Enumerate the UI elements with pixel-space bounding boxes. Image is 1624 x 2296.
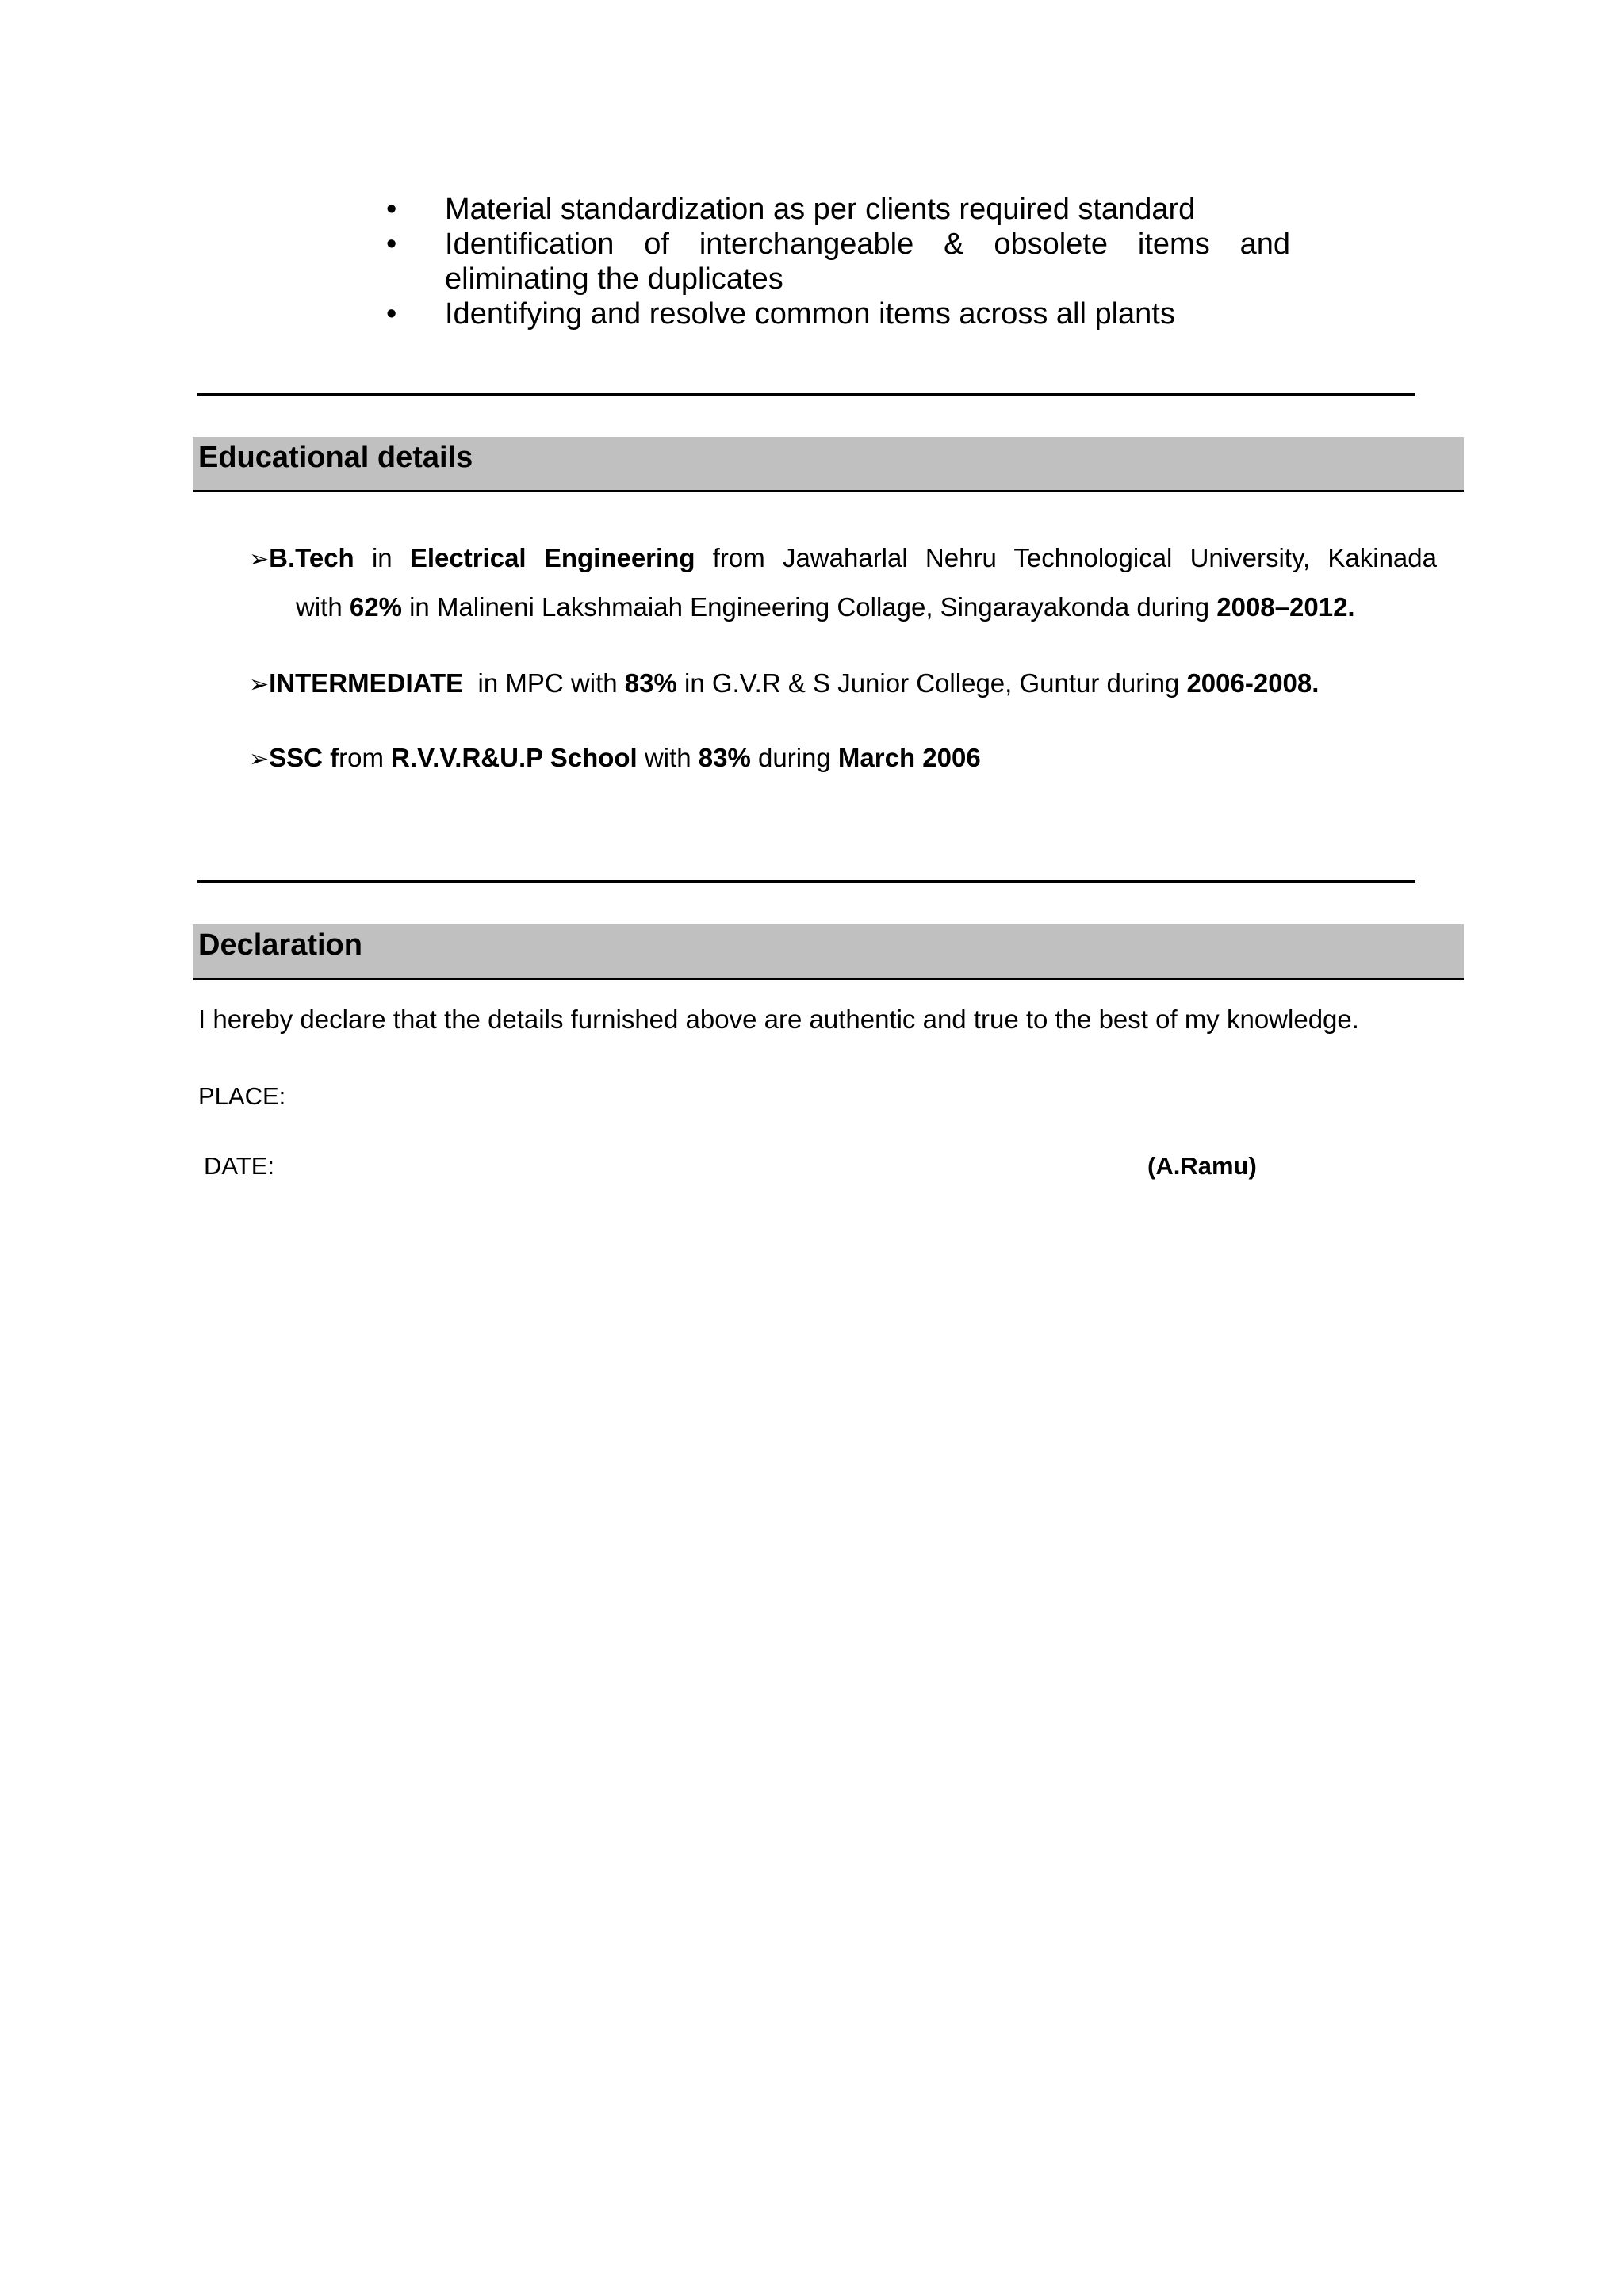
list-item-text: Material standardization as per clients required standard — [445, 193, 1196, 226]
list-item — [386, 227, 1290, 262]
section-divider — [197, 880, 1415, 883]
text: in — [371, 543, 393, 572]
percentage: 83% — [624, 668, 677, 698]
section-divider — [197, 393, 1415, 396]
degree: SSC f — [269, 743, 339, 772]
college: in Malineni Lakshmaiah Engineering Collage, Singarayakonda during — [409, 592, 1210, 622]
text: with — [644, 743, 691, 772]
university: from Jawaharlal Nehru Technological University, Kakinada — [712, 543, 1437, 572]
school: R.V.V.R&U.P School — [391, 743, 638, 772]
arrow-bullet-icon: ➢ — [249, 545, 270, 573]
percentage: 83% — [698, 743, 751, 772]
education-item-ssc — [249, 743, 1438, 773]
college: in G.V.R & S Junior College, Guntur during — [684, 668, 1180, 698]
text: during — [758, 743, 831, 772]
arrow-bullet-icon: ➢ — [249, 745, 270, 773]
list-item-text: Identification of interchangeable & obsolete items and — [445, 228, 1290, 261]
bullet-icon: • — [386, 228, 397, 261]
declaration-statement: I hereby declare that the details furnished above are authentic and true to the best of my knowledge. — [198, 1004, 1359, 1034]
date-label: DATE: — [204, 1152, 274, 1180]
education-item-btech — [249, 543, 1437, 573]
list-item — [386, 297, 1290, 331]
bullet-icon: • — [386, 297, 397, 331]
degree: INTERMEDIATE — [269, 668, 464, 698]
percentage: 62% — [349, 592, 402, 622]
list-item — [386, 192, 1290, 227]
date: March 2006 — [837, 743, 981, 772]
arrow-bullet-icon: ➢ — [249, 671, 270, 698]
signature-name: (A.Ramu) — [1147, 1152, 1257, 1180]
years: 2008–2012. — [1216, 592, 1355, 622]
bullet-icon: • — [386, 193, 397, 226]
place-label: PLACE: — [198, 1082, 286, 1110]
list-item-continuation — [386, 262, 1290, 297]
text: in MPC with — [477, 668, 618, 698]
list-item-text: Identifying and resolve common items across all plants — [445, 297, 1175, 331]
text: with — [296, 592, 343, 622]
education-item-intermediate — [249, 668, 1438, 698]
field: Electrical Engineering — [409, 543, 695, 572]
education-item-btech-line2 — [296, 592, 1454, 622]
education-section-header — [193, 437, 1464, 492]
list-item-text: eliminating the duplicates — [445, 262, 783, 296]
degree: B.Tech — [269, 543, 354, 572]
text: rom — [339, 743, 384, 772]
section-title: Declaration — [198, 928, 362, 962]
years: 2006-2008. — [1186, 668, 1320, 698]
section-title: Educational details — [198, 441, 473, 474]
declaration-section-header — [193, 924, 1464, 980]
responsibilities-list — [386, 192, 1290, 331]
